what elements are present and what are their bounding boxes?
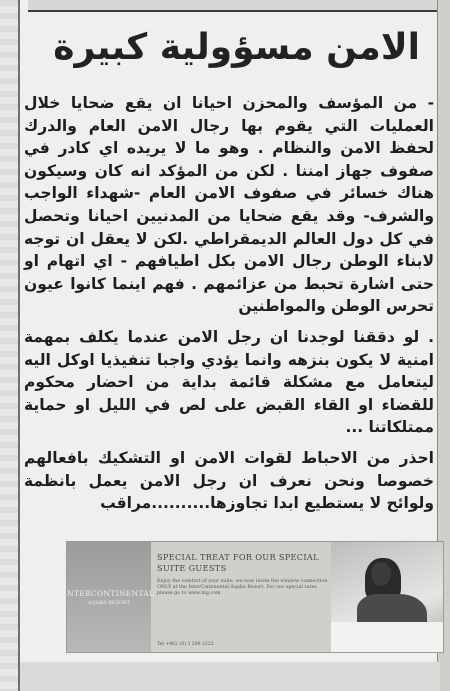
bottom-margin [20, 662, 440, 691]
article-headline: الامن مسؤولية كبيرة [53, 27, 420, 68]
ad-brand: INTERCONTINENTAL [63, 588, 155, 598]
article-paragraph: . لو دققنا لوجدنا ان رجل الامن عندما يكلف بمهمة امنية لا يكون بنزهه وانما يؤدي واجبا تنفيذيا اوكل اليه ليتعامل مع مشكلة قائمة بداية من احضار محكوم للقضاء او القاء القبض على لص في الليل او حماية ممتلكاتنا ... [24, 327, 434, 437]
ad-phone: Tel +962 (0) 3 209 2222 [157, 642, 214, 647]
ad-copy [157, 552, 329, 647]
advertisement [63, 541, 444, 653]
top-rule [28, 0, 438, 12]
article-body [24, 92, 434, 523]
ad-brand-sub: AQABA RESORT [87, 599, 131, 606]
ad-photo [331, 542, 443, 652]
ad-body-text: Enjoy the comfort of your suite, we now invite the window connection ONLY at the InterContinental Aqaba Resort. For our special rates please go to www.ing.com [157, 579, 328, 596]
article-paragraph: احذر من الاحباط لقوات الامن او التشكيك بافعالهم خصوصا ونحن نعرف ان رجل الامن يعمل بانظمة ولوائح لا يستطيع ابدا تجاوزها..........مراقب [24, 448, 434, 513]
photo-bedsheet [331, 622, 443, 652]
photo-face [371, 562, 391, 586]
hotel-logo [63, 542, 155, 652]
ad-headline: SPECIAL TREAT FOR OUR SPECIAL SUITE GUESTS [157, 552, 319, 573]
article-paragraph: - من المؤسف والمحزن احيانا ان يقع ضحايا خلال العمليات التي يقوم بها رجال الامن العام والدرك لحفظ الامن والنظام . وهو ما لا يريده اي كادر في صفوف جهاز امننا . لكن من المؤكد انه كان وسيكون هناك خسائر في صفوف الامن العام -شهداء الواجب والشرف- وقد يقع ضحايا من المدنيين احيانا وتحصل في كل دول العالم الديمقراطي .لكن لا يعقل ان توجه لابناء الوطن رجال الامن بكل اطيافهم - اي اتهام او حتى اشارة تحبط من عزائمهم . فهم اينما كانوا عيون تحرس الوطن والمواطنين [24, 94, 434, 316]
